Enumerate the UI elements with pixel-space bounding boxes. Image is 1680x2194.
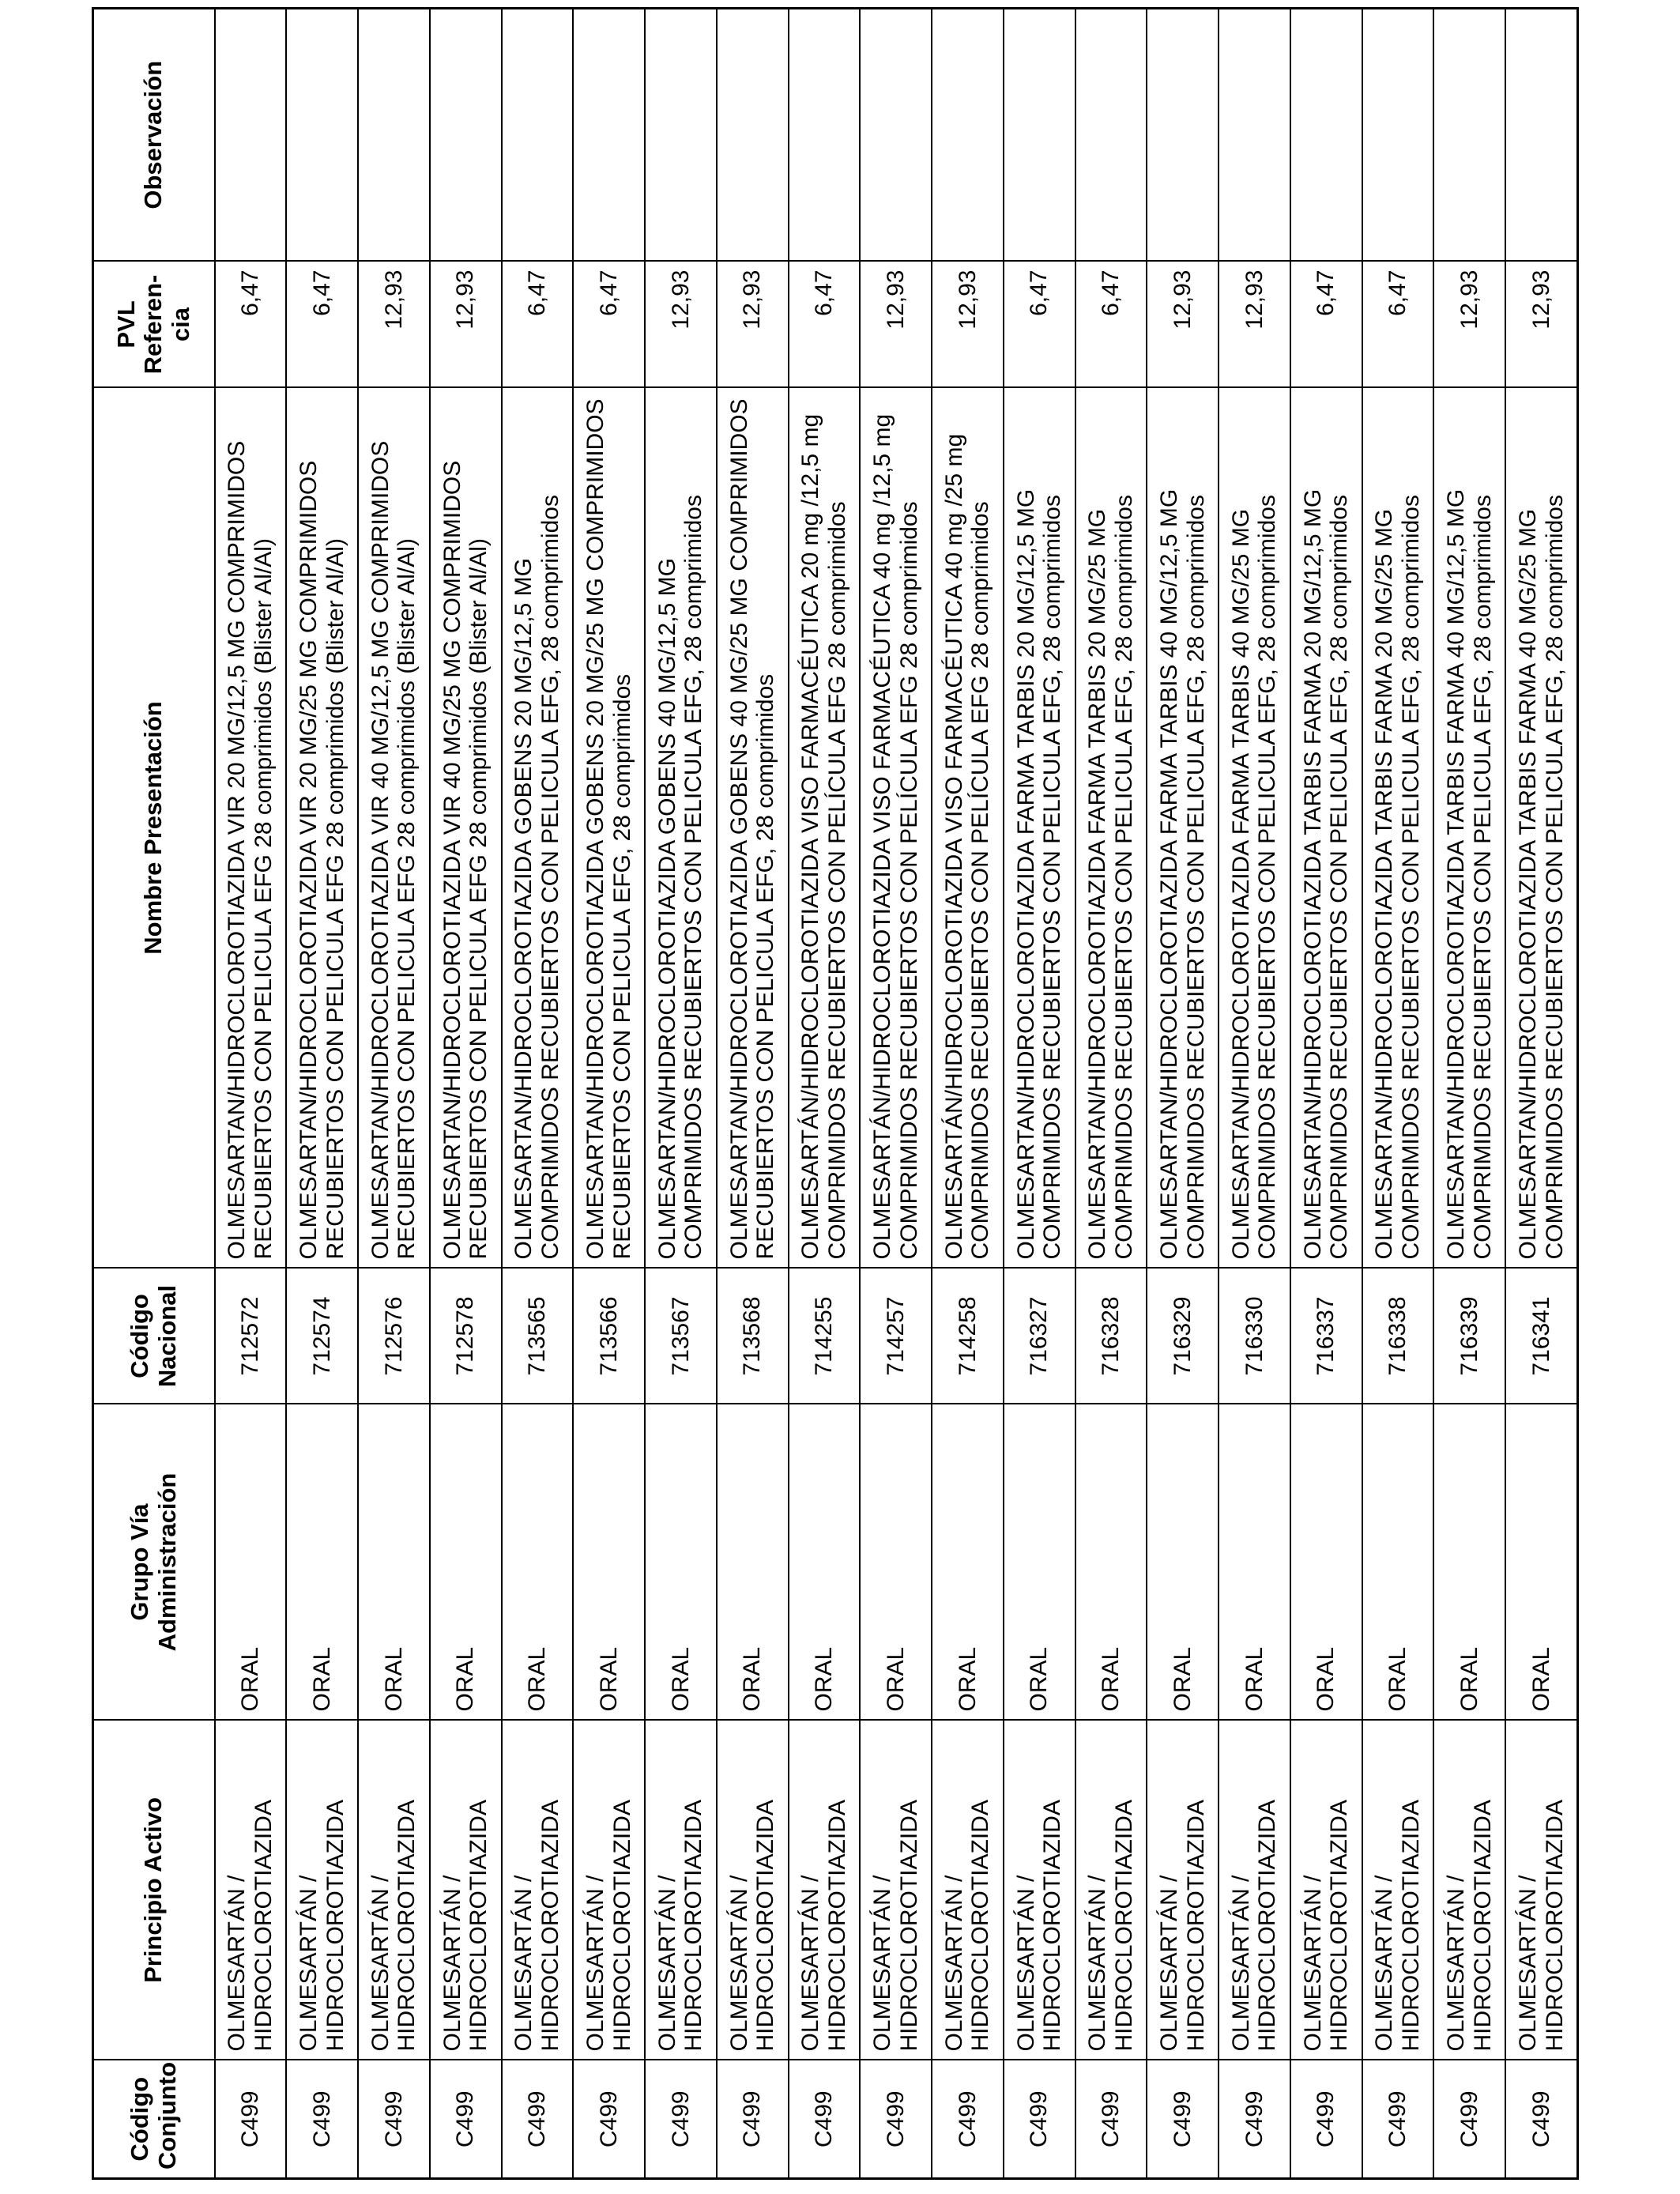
- header-nombre-presentacion: Nombre Presentación: [93, 388, 215, 1269]
- cell-principio-activo: OLMESARTÁN / HIDROCLOROTIAZIDA: [789, 1721, 861, 2060]
- cell-observacion: [1075, 9, 1147, 262]
- cell-principio-activo: OLMESARTÁN / HIDROCLOROTIAZIDA: [502, 1721, 574, 2060]
- cell-observacion: [1290, 9, 1362, 262]
- cell-pvl-referencia: 6,47: [1075, 262, 1147, 388]
- header-codigo-conjunto: Código Conjunto: [93, 2060, 215, 2179]
- cell-nombre-presentacion: OLMESARTÁN/HIDROCLOROTIAZIDA VISO FARMACÉUTICA 40 mg /12,5 mg COMPRIMIDOS RECUBIERTOS CON PELÍCULA EFG 28 comprimidos: [860, 388, 932, 1269]
- cell-codigo-nacional: 714257: [860, 1269, 932, 1404]
- cell-nombre-presentacion: OLMESARTAN/HIDROCLOROTIAZIDA TARBIS FARMA 40 MG/12,5 MG COMPRIMIDOS RECUBIERTOS CON PELICULA EFG, 28 comprimidos: [1433, 388, 1505, 1269]
- cell-codigo-conjunto: C499: [573, 2060, 645, 2179]
- cell-codigo-nacional: 712572: [215, 1269, 287, 1404]
- header-principio-activo: Principio Activo: [93, 1721, 215, 2060]
- header-grupo-via: Grupo Vía Administración: [93, 1404, 215, 1721]
- cell-grupo-via: ORAL: [789, 1404, 861, 1721]
- cell-principio-activo: OLMESARTÁN / HIDROCLOROTIAZIDA: [1362, 1721, 1434, 2060]
- cell-nombre-presentacion: OLMESARTAN/HIDROCLOROTIAZIDA TARBIS FARMA 40 MG/25 MG COMPRIMIDOS RECUBIERTOS CON PELICULA EFG, 28 comprimidos: [1505, 388, 1578, 1269]
- cell-codigo-nacional: 716328: [1075, 1269, 1147, 1404]
- cell-codigo-conjunto: C499: [1362, 2060, 1434, 2179]
- rotated-table-container: [92, 9, 1579, 2180]
- cell-codigo-conjunto: C499: [430, 2060, 502, 2179]
- table-row: [1004, 9, 1075, 2179]
- cell-codigo-conjunto: C499: [358, 2060, 430, 2179]
- table-row: [215, 9, 287, 2179]
- cell-grupo-via: ORAL: [860, 1404, 932, 1721]
- cell-nombre-presentacion: OLMESARTAN/HIDROCLOROTIAZIDA FARMA TARBIS 20 MG/12,5 MG COMPRIMIDOS RECUBIERTOS CON PELICULA EFG, 28 comprimidos: [1004, 388, 1075, 1269]
- cell-codigo-conjunto: C499: [1433, 2060, 1505, 2179]
- cell-pvl-referencia: 6,47: [789, 262, 861, 388]
- cell-pvl-referencia: 12,93: [1219, 262, 1290, 388]
- cell-nombre-presentacion: OLMESARTAN/HIDROCLOROTIAZIDA FARMA TARBIS 40 MG/25 MG COMPRIMIDOS RECUBIERTOS CON PELICULA EFG, 28 comprimidos: [1219, 388, 1290, 1269]
- cell-nombre-presentacion: OLMESARTAN/HIDROCLOROTIAZIDA GOBENS 40 MG/25 MG COMPRIMIDOS RECUBIERTOS CON PELICULA EFG, 28 comprimidos: [717, 388, 789, 1269]
- cell-observacion: [1505, 9, 1578, 262]
- cell-principio-activo: OLMESARTÁN / HIDROCLOROTIAZIDA: [860, 1721, 932, 2060]
- cell-observacion: [215, 9, 287, 262]
- cell-codigo-nacional: 712574: [286, 1269, 358, 1404]
- cell-codigo-conjunto: C499: [1505, 2060, 1578, 2179]
- table-row: [1147, 9, 1219, 2179]
- cell-nombre-presentacion: OLMESARTAN/HIDROCLOROTIAZIDA VIR 40 MG/12,5 MG COMPRIMIDOS RECUBIERTOS CON PELICULA EFG 28 comprimidos (Blister Al/Al): [358, 388, 430, 1269]
- header-pvl-referencia: PVL Referen- cia: [93, 262, 215, 388]
- cell-codigo-nacional: 713565: [502, 1269, 574, 1404]
- cell-codigo-nacional: 714255: [789, 1269, 861, 1404]
- cell-codigo-nacional: 716338: [1362, 1269, 1434, 1404]
- header-observacion: Observación: [93, 9, 215, 262]
- cell-grupo-via: ORAL: [1433, 1404, 1505, 1721]
- cell-codigo-nacional: 716327: [1004, 1269, 1075, 1404]
- cell-nombre-presentacion: OLMESARTÁN/HIDROCLOROTIAZIDA VISO FARMACÉUTICA 40 mg /25 mg COMPRIMIDOS RECUBIERTOS CON PELÍCULA EFG 28 comprimidos: [932, 388, 1004, 1269]
- cell-codigo-conjunto: C499: [860, 2060, 932, 2179]
- table-row: [502, 9, 574, 2179]
- table-row: [789, 9, 861, 2179]
- table-row: [1290, 9, 1362, 2179]
- cell-grupo-via: ORAL: [1362, 1404, 1434, 1721]
- cell-codigo-conjunto: C499: [286, 2060, 358, 2179]
- cell-pvl-referencia: 12,93: [932, 262, 1004, 388]
- cell-grupo-via: ORAL: [430, 1404, 502, 1721]
- cell-codigo-conjunto: C499: [215, 2060, 287, 2179]
- cell-pvl-referencia: 6,47: [286, 262, 358, 388]
- cell-nombre-presentacion: OLMESARTAN/HIDROCLOROTIAZIDA GOBENS 20 MG/25 MG COMPRIMIDOS RECUBIERTOS CON PELICULA EFG, 28 comprimidos: [573, 388, 645, 1269]
- medication-price-table: [92, 7, 1579, 2180]
- table-row: [1362, 9, 1434, 2179]
- cell-principio-activo: OLMESARTÁN / HIDROCLOROTIAZIDA: [358, 1721, 430, 2060]
- cell-nombre-presentacion: OLMESARTAN/HIDROCLOROTIAZIDA GOBENS 40 MG/12,5 MG COMPRIMIDOS RECUBIERTOS CON PELICULA EFG, 28 comprimidos: [645, 388, 717, 1269]
- table-row: [430, 9, 502, 2179]
- cell-grupo-via: ORAL: [717, 1404, 789, 1721]
- cell-grupo-via: ORAL: [215, 1404, 287, 1721]
- cell-observacion: [573, 9, 645, 262]
- table-row: [1219, 9, 1290, 2179]
- cell-codigo-nacional: 713568: [717, 1269, 789, 1404]
- table-row: [932, 9, 1004, 2179]
- table-row: [573, 9, 645, 2179]
- cell-principio-activo: OLMESARTÁN / HIDROCLOROTIAZIDA: [286, 1721, 358, 2060]
- cell-pvl-referencia: 12,93: [1505, 262, 1578, 388]
- cell-codigo-conjunto: C499: [1147, 2060, 1219, 2179]
- cell-codigo-conjunto: C499: [1075, 2060, 1147, 2179]
- cell-grupo-via: ORAL: [932, 1404, 1004, 1721]
- cell-principio-activo: OLMESARTÁN / HIDROCLOROTIAZIDA: [932, 1721, 1004, 2060]
- cell-principio-activo: OLMESARTÁN / HIDROCLOROTIAZIDA: [717, 1721, 789, 2060]
- cell-observacion: [1147, 9, 1219, 262]
- cell-grupo-via: ORAL: [502, 1404, 574, 1721]
- table-row: [286, 9, 358, 2179]
- table-row: [1433, 9, 1505, 2179]
- cell-codigo-nacional: 716341: [1505, 1269, 1578, 1404]
- table-body: [215, 9, 1578, 2179]
- cell-nombre-presentacion: OLMESARTAN/HIDROCLOROTIAZIDA FARMA TARBIS 20 MG/25 MG COMPRIMIDOS RECUBIERTOS CON PELICULA EFG, 28 comprimidos: [1075, 388, 1147, 1269]
- cell-principio-activo: OLMESARTÁN / HIDROCLOROTIAZIDA: [1290, 1721, 1362, 2060]
- cell-codigo-nacional: 713566: [573, 1269, 645, 1404]
- cell-principio-activo: OLMESARTÁN / HIDROCLOROTIAZIDA: [1004, 1721, 1075, 2060]
- cell-pvl-referencia: 6,47: [573, 262, 645, 388]
- cell-grupo-via: ORAL: [573, 1404, 645, 1721]
- cell-codigo-conjunto: C499: [1219, 2060, 1290, 2179]
- cell-pvl-referencia: 12,93: [430, 262, 502, 388]
- cell-grupo-via: ORAL: [286, 1404, 358, 1721]
- cell-observacion: [430, 9, 502, 262]
- table-header-row: [93, 9, 215, 2179]
- cell-pvl-referencia: 12,93: [717, 262, 789, 388]
- cell-nombre-presentacion: OLMESARTAN/HIDROCLOROTIAZIDA VIR 40 MG/25 MG COMPRIMIDOS RECUBIERTOS CON PELICULA EFG 28 comprimidos (Blister Al/Al): [430, 388, 502, 1269]
- table-row: [358, 9, 430, 2179]
- cell-grupo-via: ORAL: [645, 1404, 717, 1721]
- cell-nombre-presentacion: OLMESARTAN/HIDROCLOROTIAZIDA GOBENS 20 MG/12,5 MG COMPRIMIDOS RECUBIERTOS CON PELICULA EFG, 28 comprimidos: [502, 388, 574, 1269]
- table-row: [1075, 9, 1147, 2179]
- cell-nombre-presentacion: OLMESARTAN/HIDROCLOROTIAZIDA FARMA TARBIS 40 MG/12,5 MG COMPRIMIDOS RECUBIERTOS CON PELICULA EFG, 28 comprimidos: [1147, 388, 1219, 1269]
- cell-grupo-via: ORAL: [1075, 1404, 1147, 1721]
- cell-principio-activo: OLMESARTÁN / HIDROCLOROTIAZIDA: [573, 1721, 645, 2060]
- table-row: [860, 9, 932, 2179]
- cell-principio-activo: OLMESARTÁN / HIDROCLOROTIAZIDA: [215, 1721, 287, 2060]
- cell-codigo-nacional: 716329: [1147, 1269, 1219, 1404]
- cell-principio-activo: OLMESARTÁN / HIDROCLOROTIAZIDA: [1147, 1721, 1219, 2060]
- cell-grupo-via: ORAL: [1505, 1404, 1578, 1721]
- cell-principio-activo: OLMESARTÁN / HIDROCLOROTIAZIDA: [1075, 1721, 1147, 2060]
- cell-codigo-nacional: 712578: [430, 1269, 502, 1404]
- cell-codigo-conjunto: C499: [932, 2060, 1004, 2179]
- cell-principio-activo: OLMESARTÁN / HIDROCLOROTIAZIDA: [1505, 1721, 1578, 2060]
- cell-pvl-referencia: 6,47: [1004, 262, 1075, 388]
- cell-codigo-nacional: 712576: [358, 1269, 430, 1404]
- cell-pvl-referencia: 12,93: [1147, 262, 1219, 388]
- cell-codigo-nacional: 716339: [1433, 1269, 1505, 1404]
- cell-pvl-referencia: 12,93: [1433, 262, 1505, 388]
- cell-principio-activo: OLMESARTÁN / HIDROCLOROTIAZIDA: [645, 1721, 717, 2060]
- cell-nombre-presentacion: OLMESARTÁN/HIDROCLOROTIAZIDA VISO FARMACÉUTICA 20 mg /12,5 mg COMPRIMIDOS RECUBIERTOS CON PELÍCULA EFG 28 comprimidos: [789, 388, 861, 1269]
- cell-codigo-conjunto: C499: [1004, 2060, 1075, 2179]
- cell-observacion: [1219, 9, 1290, 262]
- cell-codigo-conjunto: C499: [717, 2060, 789, 2179]
- cell-codigo-conjunto: C499: [645, 2060, 717, 2179]
- cell-pvl-referencia: 6,47: [1290, 262, 1362, 388]
- cell-observacion: [1433, 9, 1505, 262]
- cell-observacion: [860, 9, 932, 262]
- cell-principio-activo: OLMESARTÁN / HIDROCLOROTIAZIDA: [1219, 1721, 1290, 2060]
- cell-pvl-referencia: 6,47: [1362, 262, 1434, 388]
- cell-nombre-presentacion: OLMESARTAN/HIDROCLOROTIAZIDA VIR 20 MG/25 MG COMPRIMIDOS RECUBIERTOS CON PELICULA EFG 28 comprimidos (Blister Al/Al): [286, 388, 358, 1269]
- cell-pvl-referencia: 12,93: [645, 262, 717, 388]
- cell-observacion: [286, 9, 358, 262]
- cell-pvl-referencia: 12,93: [358, 262, 430, 388]
- cell-pvl-referencia: 6,47: [215, 262, 287, 388]
- cell-codigo-conjunto: C499: [1290, 2060, 1362, 2179]
- table-row: [717, 9, 789, 2179]
- table-row: [1505, 9, 1578, 2179]
- cell-grupo-via: ORAL: [1290, 1404, 1362, 1721]
- cell-observacion: [502, 9, 574, 262]
- header-codigo-nacional: Código Nacional: [93, 1269, 215, 1404]
- cell-pvl-referencia: 12,93: [860, 262, 932, 388]
- table-row: [645, 9, 717, 2179]
- cell-observacion: [932, 9, 1004, 262]
- cell-codigo-nacional: 713567: [645, 1269, 717, 1404]
- cell-grupo-via: ORAL: [358, 1404, 430, 1721]
- cell-codigo-nacional: 716337: [1290, 1269, 1362, 1404]
- cell-observacion: [789, 9, 861, 262]
- cell-nombre-presentacion: OLMESARTAN/HIDROCLOROTIAZIDA TARBIS FARMA 20 MG/25 MG COMPRIMIDOS RECUBIERTOS CON PELICULA EFG, 28 comprimidos: [1362, 388, 1434, 1269]
- cell-nombre-presentacion: OLMESARTAN/HIDROCLOROTIAZIDA TARBIS FARMA 20 MG/12,5 MG COMPRIMIDOS RECUBIERTOS CON PELICULA EFG, 28 comprimidos: [1290, 388, 1362, 1269]
- cell-observacion: [645, 9, 717, 262]
- cell-principio-activo: OLMESARTÁN / HIDROCLOROTIAZIDA: [430, 1721, 502, 2060]
- cell-nombre-presentacion: OLMESARTAN/HIDROCLOROTIAZIDA VIR 20 MG/12,5 MG COMPRIMIDOS RECUBIERTOS CON PELICULA EFG 28 comprimidos (Blister Al/Al): [215, 388, 287, 1269]
- cell-codigo-nacional: 716330: [1219, 1269, 1290, 1404]
- cell-observacion: [358, 9, 430, 262]
- cell-observacion: [1362, 9, 1434, 262]
- cell-pvl-referencia: 6,47: [502, 262, 574, 388]
- cell-observacion: [1004, 9, 1075, 262]
- cell-principio-activo: OLMESARTÁN / HIDROCLOROTIAZIDA: [1433, 1721, 1505, 2060]
- cell-grupo-via: ORAL: [1004, 1404, 1075, 1721]
- cell-grupo-via: ORAL: [1147, 1404, 1219, 1721]
- cell-observacion: [717, 9, 789, 262]
- cell-grupo-via: ORAL: [1219, 1404, 1290, 1721]
- cell-codigo-conjunto: C499: [789, 2060, 861, 2179]
- cell-codigo-conjunto: C499: [502, 2060, 574, 2179]
- cell-codigo-nacional: 714258: [932, 1269, 1004, 1404]
